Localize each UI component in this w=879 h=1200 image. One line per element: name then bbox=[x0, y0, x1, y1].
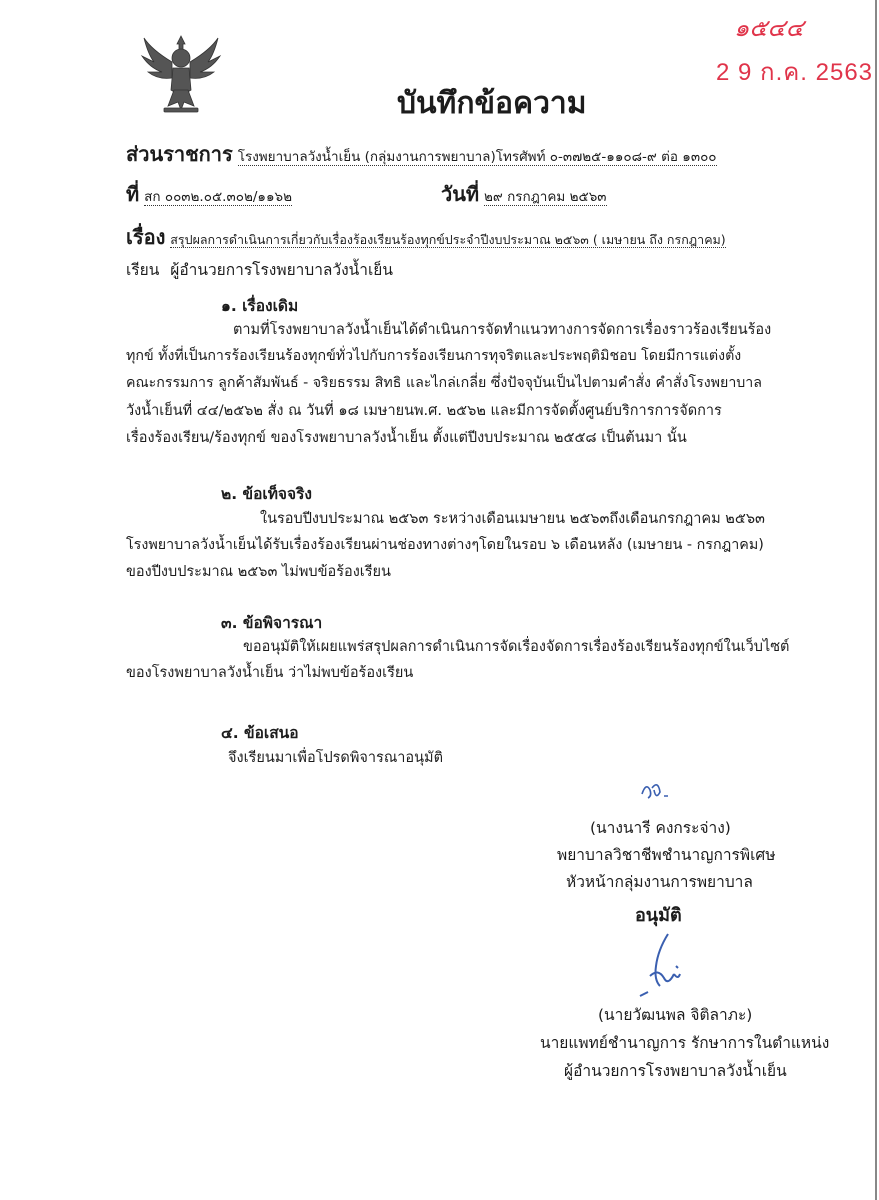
signer1-role: หัวหน้ากลุ่มงานการพยาบาล bbox=[566, 873, 753, 891]
body-line: ตามที่โรงพยาบาลวังน้ำเย็นได้ดำเนินการจัดทำแนวทางการจัดการเรื่องราวร้องเรียนร้อง bbox=[233, 322, 772, 338]
department-line bbox=[126, 138, 717, 170]
approver-role: ผู้อำนวยการโรงพยาบาลวังน้ำเย็น bbox=[564, 1062, 787, 1080]
department-value: โรงพยาบาลวังน้ำเย็น (กลุ่มงานการพยาบาล)โทรศัพท์ ๐-๓๗๒๕-๑๑๐๘-๙ ต่อ ๑๓๐๐ bbox=[237, 149, 717, 165]
body-line: วังน้ำเย็นที่ ๔๔/๒๕๖๒ สั่ง ณ วันที่ ๑๘ เมษายนพ.ศ. ๒๕๖๒ และมีการจัดตั้งศูนย์บริการการจัดการ bbox=[126, 403, 722, 419]
date-line bbox=[441, 178, 607, 210]
reference-label: ที่ bbox=[126, 182, 140, 206]
receipt-date-stamp: 2 9 ก.ค. 2563 bbox=[716, 59, 874, 86]
body-line: ของปีงบประมาณ ๒๕๖๓ ไม่พบข้อร้องเรียน bbox=[126, 564, 391, 580]
page-edge-line bbox=[875, 0, 877, 1200]
recipient-label: เรียน bbox=[126, 261, 160, 279]
recipient-line bbox=[126, 257, 393, 282]
body-line: ขออนุมัติให้เผยแพร่สรุปผลการดำเนินการจัดเรื่องจัดการเรื่องร้องเรียนร้องทุกข์ในเว็บไซต์ bbox=[243, 639, 790, 655]
date-value: ๒๙ กรกฎาคม ๒๕๖๓ bbox=[484, 189, 607, 205]
date-label: วันที่ bbox=[441, 182, 480, 206]
reference-line bbox=[126, 178, 292, 210]
body-line: ทุกข์ ทั้งที่เป็นการร้องเรียนร้องทุกข์ทั่วไปกับการร้องเรียนการทุจริตและประพฤติมิชอบ โดยมีการแต่งตั้ง bbox=[126, 348, 742, 364]
receipt-number-stamp: ๑๕๔๔ bbox=[734, 14, 804, 42]
subject-label: เรื่อง bbox=[126, 225, 166, 249]
section-heading: ๓. ข้อพิจารณา bbox=[221, 614, 323, 632]
subject-value: สรุปผลการดำเนินการเกี่ยวกับเรื่องร้องเรียนร้องทุกข์ประจำปีงบประมาณ ๒๕๖๓ ( เมษายน ถึง กรกฎาคม) bbox=[170, 232, 726, 247]
memo-title: บันทึกข้อความ bbox=[397, 86, 587, 121]
section-heading: ๒. ข้อเท็จจริง bbox=[221, 485, 312, 503]
garuda-emblem-icon bbox=[138, 32, 224, 120]
approval-label: อนุมัติ bbox=[635, 905, 682, 926]
section-heading: ๑. เรื่องเดิม bbox=[221, 297, 299, 315]
body-line: ในรอบปีงบประมาณ ๒๕๖๓ ระหว่างเดือนเมษายน ๒๕๖๓ถึงเดือนกรกฎาคม ๒๕๖๓ bbox=[260, 511, 765, 527]
body-line: โรงพยาบาลวังน้ำเย็นได้รับเรื่องร้องเรียนผ่านช่องทางต่างๆโดยในรอบ ๖ เดือนหลัง (เมษายน - กรกฎาคม) bbox=[126, 537, 764, 553]
approval-signature bbox=[628, 930, 688, 1004]
reference-value: สก ๐๐๓๒.๐๕.๓๐๒/๑๑๖๒ bbox=[144, 189, 292, 205]
signer1-name: (นางนารี คงกระจ่าง) bbox=[590, 819, 731, 837]
approver-position: นายแพทย์ชำนาญการ รักษาการในตำแหน่ง bbox=[540, 1034, 830, 1052]
body-line: เรื่องร้องเรียน/ร้องทุกข์ ของโรงพยาบาลวังน้ำเย็น ตั้งแต่ปีงบประมาณ ๒๕๕๘ เป็นต้นมา นั้น bbox=[126, 430, 687, 446]
body-line: ของโรงพยาบาลวังน้ำเย็น ว่าไม่พบข้อร้องเรียน bbox=[126, 665, 414, 681]
body-line: คณะกรรมการ ลูกค้าสัมพันธ์ - จริยธรรม สิทธิ และไกล่เกลี่ย ซึ่งปัจจุบันเป็นไปตามคำสั่ง คำสั่งโรงพยาบาล bbox=[126, 375, 762, 391]
body-line: จึงเรียนมาเพื่อโปรดพิจารณาอนุมัติ bbox=[228, 750, 444, 766]
signature-scribble bbox=[636, 776, 676, 810]
approver-name: (นายวัฒนพล จิติลาภะ) bbox=[598, 1006, 753, 1024]
subject-line bbox=[126, 221, 726, 253]
section-heading: ๔. ข้อเสนอ bbox=[221, 724, 299, 742]
signer1-position: พยาบาลวิชาชีพชำนาญการพิเศษ bbox=[557, 846, 776, 864]
recipient-value: ผู้อำนวยการโรงพยาบาลวังน้ำเย็น bbox=[170, 261, 393, 279]
department-label: ส่วนราชการ bbox=[126, 142, 233, 166]
